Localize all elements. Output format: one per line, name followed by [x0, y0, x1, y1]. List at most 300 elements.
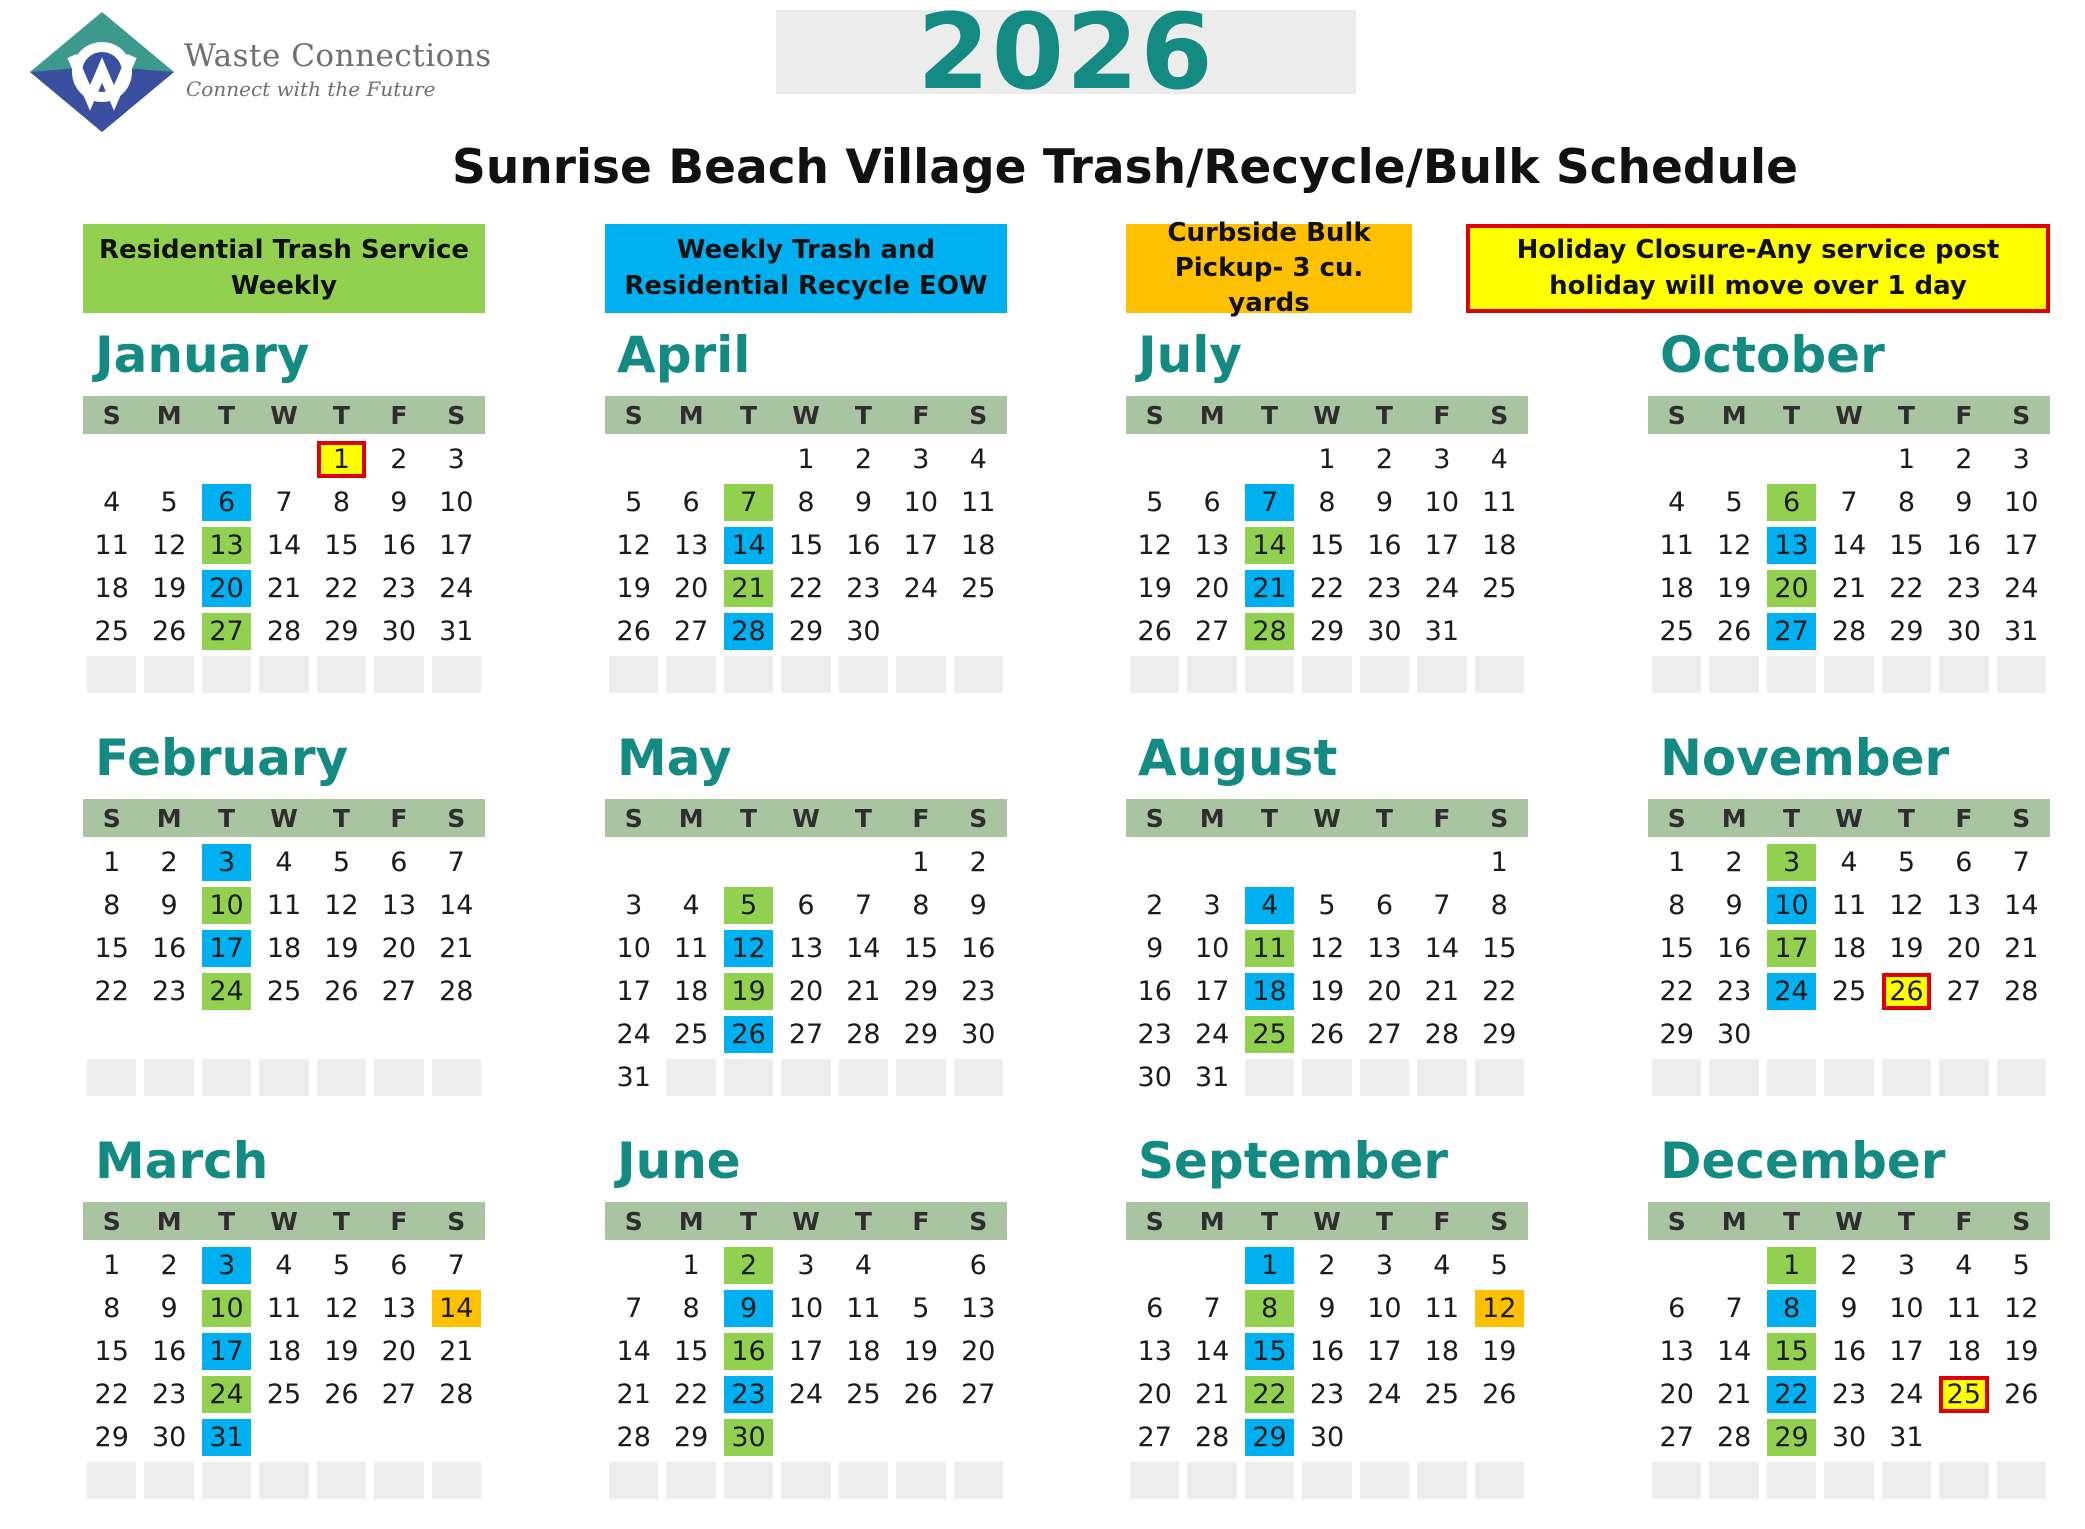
empty-cell [1939, 1419, 1988, 1456]
day-cell: 7 [1840, 487, 1858, 518]
weekday-label: T [1897, 803, 1915, 833]
weekday-label: W [1313, 400, 1341, 430]
blank-cell [432, 656, 481, 693]
day-cell: 7 [1203, 1293, 1221, 1324]
recycle-day-cell: 24 [1767, 973, 1816, 1010]
empty-cell [724, 441, 773, 478]
weekday-label: W [1835, 400, 1863, 430]
day-cell: 15 [673, 1336, 709, 1367]
day-grid [605, 841, 1007, 1099]
blank-cell [1475, 1059, 1524, 1096]
month-name: October [1660, 326, 1885, 384]
day-cell: 8 [103, 890, 121, 921]
blank-cell [781, 1462, 830, 1499]
day-cell: 29 [1659, 1019, 1694, 1050]
trash-day-cell: 10 [202, 1290, 251, 1327]
weekday-label: S [624, 1206, 643, 1236]
day-cell: 30 [1831, 1422, 1867, 1453]
blank-cell [1939, 1462, 1988, 1499]
weekday-header [1126, 1202, 1528, 1240]
day-grid [605, 438, 1007, 696]
recycle-day-cell: 8 [1767, 1290, 1816, 1327]
day-cell: 10 [1424, 487, 1460, 518]
day-cell: 16 [151, 1336, 187, 1367]
day-cell: 20 [1194, 573, 1230, 604]
weekday-label: T [740, 803, 758, 833]
day-cell: 23 [846, 573, 881, 604]
day-cell: 31 [2004, 616, 2039, 647]
weekday-label: F [1433, 1206, 1451, 1236]
recycle-day-cell: 20 [202, 570, 251, 607]
day-cell: 8 [912, 890, 930, 921]
day-cell: 28 [266, 616, 302, 647]
day-cell: 7 [2012, 847, 2030, 878]
day-cell: 30 [961, 1019, 996, 1050]
blank-cell [781, 656, 830, 693]
weekday-header [1648, 1202, 2050, 1240]
day-cell: 20 [1659, 1379, 1694, 1410]
blank-cell [1709, 1462, 1758, 1499]
weekday-label: M [1721, 400, 1747, 430]
month-name: July [1138, 326, 1242, 384]
day-cell: 19 [324, 933, 359, 964]
empty-cell [202, 441, 251, 478]
trash-day-cell: 2 [724, 1247, 773, 1284]
day-cell: 24 [2004, 573, 2039, 604]
day-cell: 13 [1367, 933, 1402, 964]
day-cell: 12 [324, 1293, 359, 1324]
blank-cell [374, 1462, 423, 1499]
day-cell: 3 [797, 1250, 815, 1281]
day-cell: 23 [1946, 573, 1982, 604]
day-cell: 27 [1946, 976, 1982, 1007]
day-cell: 5 [332, 847, 351, 878]
month-name: August [1138, 729, 1338, 787]
day-cell: 24 [788, 1379, 824, 1410]
day-cell: 9 [1375, 487, 1394, 518]
day-cell: 16 [1137, 976, 1172, 1007]
day-cell: 5 [332, 1250, 351, 1281]
day-cell: 15 [1482, 933, 1517, 964]
blank-cell [1245, 1462, 1294, 1499]
day-cell: 30 [846, 616, 881, 647]
day-cell: 2 [969, 847, 987, 878]
day-cell: 23 [961, 976, 996, 1007]
day-cell: 7 [1725, 1293, 1743, 1324]
month-october [1648, 326, 2050, 696]
weekday-header [605, 1202, 1007, 1240]
day-cell: 16 [961, 933, 996, 964]
weekday-label: T [740, 400, 758, 430]
day-cell: 26 [324, 1379, 359, 1410]
day-cell: 19 [2004, 1336, 2039, 1367]
day-cell: 22 [94, 976, 129, 1007]
day-cell: 11 [1946, 1293, 1982, 1324]
blank-cell [896, 1462, 945, 1499]
day-cell: 23 [1137, 1019, 1172, 1050]
blank-cell [1824, 1462, 1873, 1499]
day-cell: 16 [1367, 530, 1402, 561]
day-cell: 27 [673, 616, 709, 647]
day-cell: 21 [266, 573, 302, 604]
day-cell: 26 [324, 976, 359, 1007]
recycle-day-cell: 27 [1767, 613, 1816, 650]
day-cell: 9 [390, 487, 408, 518]
day-cell: 14 [616, 1336, 651, 1367]
month-name: September [1138, 1132, 1448, 1190]
day-cell: 17 [1424, 530, 1460, 561]
empty-cell [1882, 1016, 1931, 1053]
weekday-label: S [102, 400, 121, 430]
empty-cell [87, 1016, 136, 1053]
empty-cell [259, 441, 308, 478]
blank-cell [1997, 656, 2046, 693]
blank-cell [666, 1462, 715, 1499]
blank-cell [87, 1059, 136, 1096]
empty-cell [1939, 1016, 1988, 1053]
day-cell: 12 [1889, 890, 1924, 921]
weekday-label: F [1955, 1206, 1973, 1236]
day-cell: 9 [1146, 933, 1164, 964]
empty-cell [1245, 844, 1294, 881]
day-cell: 6 [1668, 1293, 1686, 1324]
day-cell: 21 [1424, 976, 1460, 1007]
day-grid [83, 438, 485, 696]
blank-cell [1882, 656, 1931, 693]
day-cell: 16 [1309, 1336, 1345, 1367]
day-cell: 13 [1946, 890, 1982, 921]
bulk-day-cell: 14 [432, 1290, 481, 1327]
day-cell: 8 [332, 487, 351, 518]
blank-cell [144, 1462, 193, 1499]
weekday-label: T [1897, 400, 1915, 430]
empty-cell [144, 441, 193, 478]
day-cell: 4 [1955, 1250, 1973, 1281]
legend-bulk: Curbside Bulk Pickup- 3 cu. yards [1126, 224, 1412, 313]
day-cell: 13 [1194, 530, 1230, 561]
blank-cell [1767, 1059, 1816, 1096]
legend-recycle: Weekly Trash and Residential Recycle EOW [605, 224, 1007, 313]
month-name: November [1660, 729, 1950, 787]
day-cell: 14 [2004, 890, 2039, 921]
trash-day-cell: 10 [202, 887, 251, 924]
blank-cell [724, 1059, 773, 1096]
legend-trash: Residential Trash Service Weekly [83, 224, 485, 313]
recycle-day-cell: 28 [724, 613, 773, 650]
day-cell: 28 [1194, 1422, 1230, 1453]
day-cell: 2 [1955, 444, 1973, 475]
weekday-label: S [447, 1206, 466, 1236]
day-cell: 17 [1194, 976, 1230, 1007]
day-cell: 19 [1137, 573, 1172, 604]
trash-day-cell: 19 [724, 973, 773, 1010]
empty-cell [1130, 441, 1179, 478]
trash-day-cell: 20 [1767, 570, 1816, 607]
day-cell: 30 [1137, 1062, 1172, 1093]
day-cell: 5 [160, 487, 178, 518]
blank-cell [724, 1462, 773, 1499]
recycle-day-cell: 4 [1245, 887, 1294, 924]
holiday-day-cell: 25 [1939, 1376, 1988, 1413]
weekday-label: T [218, 400, 236, 430]
trash-day-cell: 1 [1767, 1247, 1816, 1284]
day-cell: 1 [1668, 847, 1686, 878]
day-cell: 22 [1889, 573, 1924, 604]
day-grid [605, 1244, 1007, 1502]
day-cell: 14 [1716, 1336, 1752, 1367]
year-banner [776, 0, 1356, 113]
weekday-label: F [1433, 400, 1451, 430]
weekday-header [605, 396, 1007, 434]
day-cell: 6 [682, 487, 700, 518]
weekday-header [1648, 799, 2050, 837]
day-cell: 1 [1897, 444, 1916, 475]
empty-cell [724, 844, 773, 881]
day-cell: 20 [1367, 976, 1402, 1007]
day-cell: 16 [381, 530, 417, 561]
empty-cell [609, 441, 658, 478]
day-cell: 7 [275, 487, 293, 518]
weekday-label: M [156, 1206, 182, 1236]
recycle-day-cell: 17 [202, 930, 251, 967]
day-cell: 11 [94, 530, 129, 561]
trash-day-cell: 14 [1245, 527, 1294, 564]
day-cell: 22 [673, 1379, 709, 1410]
empty-cell [954, 613, 1003, 650]
day-cell: 2 [1146, 890, 1164, 921]
weekday-label: T [1375, 803, 1393, 833]
day-cell: 22 [94, 1379, 129, 1410]
day-cell: 18 [846, 1336, 881, 1367]
day-grid [1648, 438, 2050, 696]
month-august [1126, 729, 1528, 1099]
day-cell: 30 [1716, 1019, 1752, 1050]
day-cell: 4 [1668, 487, 1686, 518]
blank-cell [1475, 1462, 1524, 1499]
weekday-label: T [740, 1206, 758, 1236]
day-cell: 25 [1424, 1379, 1460, 1410]
day-cell: 23 [1716, 976, 1752, 1007]
day-cell: 29 [1482, 1019, 1517, 1050]
weekday-label: M [678, 400, 704, 430]
month-march [83, 1132, 485, 1502]
day-cell: 16 [1831, 1336, 1867, 1367]
day-cell: 24 [1424, 573, 1460, 604]
blank-cell [1187, 656, 1236, 693]
day-cell: 17 [2004, 530, 2039, 561]
weekday-label: W [1835, 1206, 1863, 1236]
trash-day-cell: 8 [1245, 1290, 1294, 1327]
recycle-day-cell: 7 [1245, 484, 1294, 521]
blank-cell [1824, 656, 1873, 693]
blank-cell [724, 656, 773, 693]
weekday-label: M [678, 1206, 704, 1236]
day-cell: 26 [1716, 616, 1752, 647]
day-cell: 27 [1659, 1422, 1694, 1453]
weekday-label: S [1667, 1206, 1686, 1236]
recycle-day-cell: 23 [724, 1376, 773, 1413]
day-cell: 15 [788, 530, 824, 561]
day-cell: 27 [381, 1379, 417, 1410]
month-name: January [95, 326, 310, 384]
month-november [1648, 729, 2050, 1099]
empty-cell [202, 1016, 251, 1053]
day-cell: 30 [381, 616, 417, 647]
weekday-label: W [1835, 803, 1863, 833]
day-cell: 14 [439, 890, 474, 921]
empty-cell [1130, 1247, 1179, 1284]
empty-cell [1475, 1419, 1524, 1456]
day-cell: 21 [2004, 933, 2039, 964]
day-cell: 23 [1309, 1379, 1345, 1410]
weekday-label: M [1199, 803, 1225, 833]
day-cell: 1 [1490, 847, 1508, 878]
day-cell: 26 [616, 616, 651, 647]
day-cell: 3 [1375, 1250, 1394, 1281]
trash-day-cell: 17 [1767, 930, 1816, 967]
day-cell: 10 [1194, 933, 1230, 964]
day-cell: 8 [1490, 890, 1508, 921]
day-cell: 5 [2012, 1250, 2030, 1281]
day-cell: 29 [94, 1422, 129, 1453]
weekday-header [83, 1202, 485, 1240]
day-cell: 31 [1424, 616, 1460, 647]
day-cell: 20 [1946, 933, 1982, 964]
day-cell: 28 [1424, 1019, 1460, 1050]
recycle-day-cell: 10 [1767, 887, 1816, 924]
day-cell: 14 [846, 933, 881, 964]
month-december [1648, 1132, 2050, 1502]
page-title: Sunrise Beach Village Trash/Recycle/Bulk Schedule [452, 140, 1798, 195]
day-cell: 18 [94, 573, 129, 604]
weekday-label: W [1313, 1206, 1341, 1236]
day-cell: 29 [324, 616, 359, 647]
day-cell: 6 [1203, 487, 1221, 518]
month-may [605, 729, 1007, 1099]
weekday-label: T [332, 803, 350, 833]
day-cell: 19 [1889, 933, 1924, 964]
empty-cell [432, 1016, 481, 1053]
day-cell: 14 [1194, 1336, 1230, 1367]
trash-day-cell: 13 [202, 527, 251, 564]
blank-cell [1939, 1059, 1988, 1096]
month-name: February [95, 729, 349, 787]
empty-cell [1824, 441, 1873, 478]
day-cell: 17 [788, 1336, 824, 1367]
bulk-day-cell: 12 [1475, 1290, 1524, 1327]
day-cell: 3 [2012, 444, 2030, 475]
weekday-label: T [1783, 1206, 1801, 1236]
day-cell: 3 [1203, 890, 1221, 921]
day-cell: 7 [1433, 890, 1451, 921]
day-grid [1126, 1244, 1528, 1502]
day-cell: 9 [1955, 487, 1973, 518]
blank-cell [666, 656, 715, 693]
day-grid [1126, 841, 1528, 1099]
empty-cell [317, 1016, 366, 1053]
empty-cell [1187, 844, 1236, 881]
day-cell: 16 [151, 933, 187, 964]
blank-cell [954, 1059, 1003, 1096]
blank-cell [1767, 1462, 1816, 1499]
weekday-label: F [390, 803, 408, 833]
day-cell: 13 [381, 890, 417, 921]
day-cell: 7 [854, 890, 873, 921]
day-cell: 25 [266, 1379, 302, 1410]
blank-cell [1302, 656, 1351, 693]
month-name: June [617, 1132, 741, 1190]
day-cell: 29 [1889, 616, 1924, 647]
recycle-day-cell: 31 [202, 1419, 251, 1456]
day-cell: 11 [1659, 530, 1694, 561]
empty-cell [1187, 1247, 1236, 1284]
blank-cell [374, 1059, 423, 1096]
day-cell: 30 [151, 1422, 187, 1453]
empty-cell [666, 844, 715, 881]
day-cell: 16 [1946, 530, 1982, 561]
empty-cell [1767, 1016, 1816, 1053]
day-cell: 12 [151, 530, 187, 561]
blank-cell [432, 1059, 481, 1096]
day-cell: 11 [673, 933, 709, 964]
day-cell: 22 [324, 573, 359, 604]
day-cell: 24 [1194, 1019, 1230, 1050]
day-cell: 15 [324, 530, 359, 561]
day-cell: 2 [854, 444, 873, 475]
day-cell: 18 [1424, 1336, 1460, 1367]
blank-cell [1709, 1059, 1758, 1096]
empty-cell [1417, 1419, 1466, 1456]
day-cell: 26 [1137, 616, 1172, 647]
blank-cell [259, 1059, 308, 1096]
blank-cell [896, 1059, 945, 1096]
day-cell: 10 [903, 487, 939, 518]
day-cell: 1 [912, 847, 930, 878]
day-cell: 2 [1318, 1250, 1336, 1281]
weekday-header [83, 799, 485, 837]
weekday-header [1126, 396, 1528, 434]
recycle-day-cell: 15 [1245, 1333, 1294, 1370]
day-cell: 21 [1194, 1379, 1230, 1410]
empty-cell [1997, 1419, 2046, 1456]
weekday-label: T [332, 1206, 350, 1236]
weekday-header [1126, 799, 1528, 837]
month-february [83, 729, 485, 1099]
empty-cell [839, 844, 888, 881]
day-cell: 6 [390, 1250, 408, 1281]
blank-cell [1302, 1059, 1351, 1096]
day-cell: 1 [103, 1250, 121, 1281]
day-cell: 15 [94, 933, 129, 964]
empty-cell [259, 1016, 308, 1053]
day-cell: 6 [1955, 847, 1973, 878]
day-cell: 12 [616, 530, 651, 561]
day-cell: 17 [903, 530, 939, 561]
day-cell: 27 [961, 1379, 996, 1410]
day-cell: 10 [2004, 487, 2039, 518]
weekday-label: S [447, 400, 466, 430]
day-cell: 8 [682, 1293, 700, 1324]
day-cell: 17 [616, 976, 651, 1007]
blank-cell [1130, 1462, 1179, 1499]
weekday-label: M [1721, 803, 1747, 833]
weekday-label: S [1667, 803, 1686, 833]
day-cell: 8 [1318, 487, 1336, 518]
empty-cell [1824, 1016, 1873, 1053]
empty-cell [954, 1419, 1003, 1456]
day-cell: 8 [797, 487, 815, 518]
weekday-label: S [447, 803, 466, 833]
